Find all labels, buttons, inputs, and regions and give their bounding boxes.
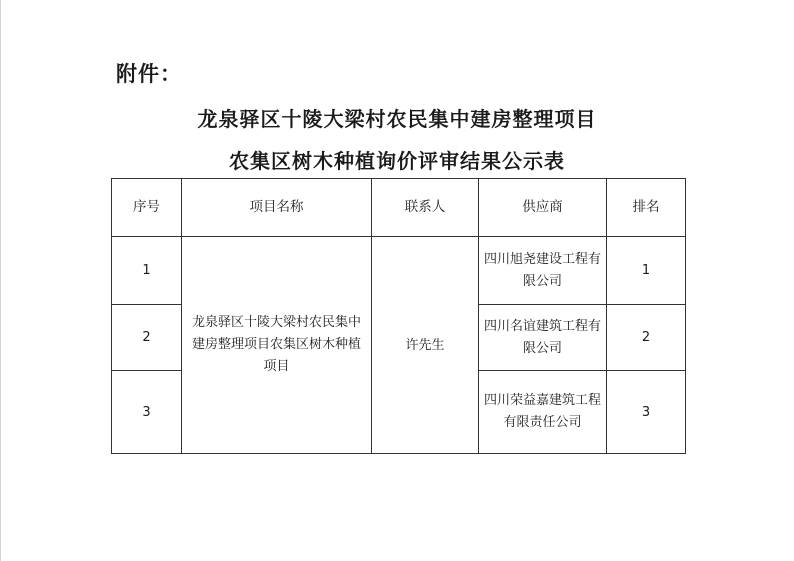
- results-table: [111, 178, 686, 454]
- project-name-cell: [182, 237, 372, 454]
- results-table-container: [111, 178, 686, 454]
- row-index-cell: 1: [112, 237, 182, 305]
- project-name-text: 龙泉驿区十陵大梁村农民集中建房整理项目农集区树木种植项目: [191, 315, 361, 374]
- row-index-cell: 3: [112, 371, 182, 454]
- table-header-row: [112, 179, 686, 237]
- header-index: 序号: [112, 179, 182, 237]
- supplier-cell: [479, 237, 607, 305]
- supplier-cell: [479, 305, 607, 371]
- contact-cell: 许先生: [372, 237, 479, 454]
- supplier-name: 四川旭尧建设工程有限公司: [483, 251, 601, 289]
- supplier-name: 四川名谊建筑工程有限公司: [483, 318, 601, 356]
- header-rank: 排名: [607, 179, 686, 237]
- rank-cell: 2: [607, 305, 686, 371]
- table-row: [112, 237, 686, 305]
- supplier-cell: [479, 371, 607, 454]
- page-edge-line: [0, 0, 1, 561]
- header-supplier: 供应商: [479, 179, 607, 237]
- document-title-line2: 农集区树木种植询价评审结果公示表: [229, 149, 565, 173]
- header-project-name: 项目名称: [182, 179, 372, 237]
- document-title-line1: 龙泉驿区十陵大梁村农民集中建房整理项目: [197, 107, 597, 131]
- row-index-cell: 2: [112, 305, 182, 371]
- rank-cell: 1: [607, 237, 686, 305]
- supplier-name: 四川荣益嘉建筑工程有限责任公司: [483, 393, 601, 430]
- attachment-label: 附件：: [116, 62, 182, 86]
- header-contact: 联系人: [372, 179, 479, 237]
- rank-cell: 3: [607, 371, 686, 454]
